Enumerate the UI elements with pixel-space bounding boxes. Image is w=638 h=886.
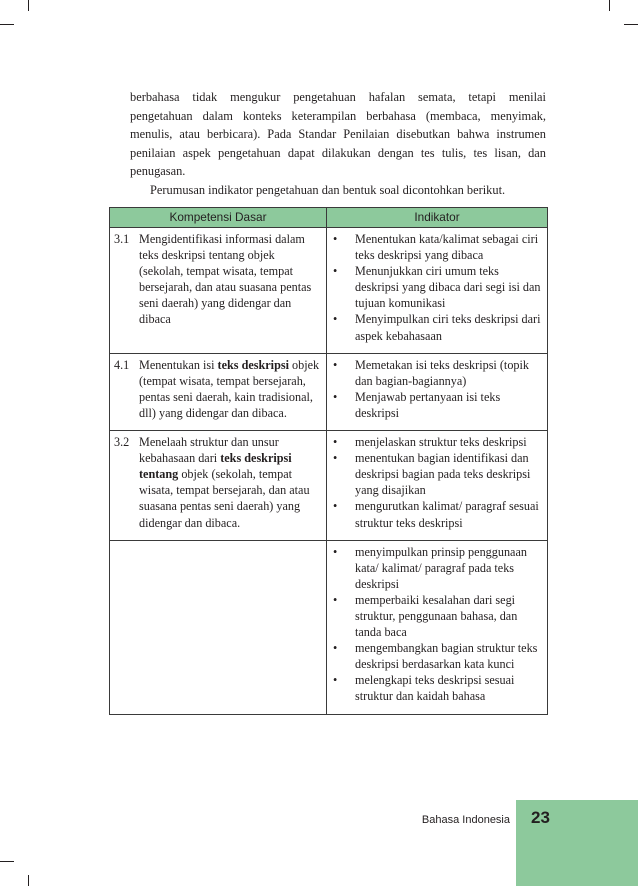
bullet-icon: • [333, 451, 338, 466]
crop-mark [28, 0, 29, 11]
indicator-item [331, 544, 543, 592]
indicator-text: Menentukan kata/kalimat sebagai ciri teks deskripsi yang dibaca [355, 232, 539, 263]
bullet-icon: • [333, 232, 338, 246]
indicator-item [331, 450, 543, 498]
table-row [110, 353, 548, 430]
kd-text-part: Menelaah struktur dan unsur kebahasaan dari [139, 435, 279, 466]
bullet-icon: • [333, 673, 338, 688]
indicator-item [331, 231, 543, 263]
bullet-icon: • [333, 389, 338, 404]
bullet-icon: • [333, 499, 338, 514]
bullet-icon: • [333, 312, 338, 327]
indicator-item [331, 311, 543, 343]
indicator-text: menyimpulkan prinsip penggunaan kata/ kalimat/ paragraf pada teks deskripsi [355, 544, 527, 591]
kd-text-part: objek (sekolah, tempat wisata, tempat bersejarah, dan atau suasana pentas seni daerah) yang didengar dan dibaca. [139, 467, 310, 530]
bullet-icon: • [333, 544, 338, 559]
indicator-text: Memetakan isi teks deskripsi (topik dan bagian-bagiannya) [355, 357, 529, 388]
indicator-text: menjelaskan struktur teks deskripsi [355, 435, 527, 450]
table-header-row [110, 208, 548, 228]
bullet-icon: • [333, 357, 338, 372]
indicator-list [331, 357, 543, 421]
bullet-icon: • [333, 592, 338, 607]
kd-text [139, 357, 322, 421]
indicator-item [331, 389, 543, 421]
bullet-icon: • [333, 641, 338, 656]
kd-cell [110, 353, 327, 430]
paragraph-line: penugasan. [130, 164, 186, 179]
paragraph-line: pengetahuan dalam konteks keterampilan berbahasa (membaca, menyimak, [130, 108, 546, 123]
kd-cell [110, 540, 327, 714]
indicator-list [331, 231, 543, 344]
indicator-item [331, 434, 543, 450]
book-title: Bahasa Indonesia [421, 814, 510, 826]
kd-text [139, 434, 322, 531]
crop-mark [0, 24, 14, 25]
indicator-item [331, 498, 543, 530]
kd-number: 3.2 [114, 435, 130, 450]
indicator-list [331, 544, 543, 705]
table-row [110, 540, 548, 714]
kd-number: 4.1 [114, 357, 130, 372]
kd-text-part: Mengidentifikasi informasi dalam teks deskripsi tentang objek (sekolah, tempat wisata, tempat bersejarah, dan atau suasana pentas seni daerah) yang didengar dan dibaca [139, 232, 312, 327]
kd-text-part: objek (tempat wisata, tempat bersejarah, pentas seni daerah, kain tradisional, dll) yang didengar dan dibaca. [139, 357, 320, 420]
kd-text-part: Menentukan isi [139, 357, 218, 372]
indicator-item [331, 592, 543, 640]
crop-mark [0, 861, 14, 862]
intro-sentence: Perumusan indikator pengetahuan dan bentuk soal dicontohkan berikut. [150, 183, 506, 197]
indicator-cell [327, 228, 548, 354]
paragraph-line: penilaian aspek pengetahuan dapat dilakukan dengan tes tulis, tes lisan, dan [130, 145, 546, 160]
kd-text [139, 231, 322, 328]
indicator-item [331, 640, 543, 672]
kd-text-bold: teks deskripsi tentang [139, 451, 292, 482]
kd-text-bold: teks deskripsi [217, 357, 289, 372]
kd-number: 3.1 [114, 232, 130, 246]
body-paragraph [130, 88, 546, 181]
paragraph-line: berbahasa tidak mengukur pengetahuan hafalan semata, tetapi menilai [130, 90, 546, 104]
table-row [110, 228, 548, 354]
indicator-item [331, 357, 543, 389]
indicator-text: mengurutkan kalimat/ paragraf sesuai struktur teks deskripsi [355, 499, 539, 530]
indicator-text: melengkapi teks deskripsi sesuai struktur dan kaidah bahasa [355, 673, 515, 704]
indicator-text: Menyimpulkan ciri teks deskripsi dari aspek kebahasaan [355, 312, 541, 343]
indicator-text: memperbaiki kesalahan dari segi struktur, penggunaan bahasa, dan tanda baca [355, 592, 518, 640]
indicator-cell [327, 540, 548, 714]
page-number: 23 [531, 808, 550, 827]
indicator-item [331, 263, 543, 311]
indicator-text: mengembangkan bagian struktur teks deskripsi berdasarkan kata kunci [355, 641, 538, 672]
indicator-text: Menunjukkan ciri umum teks deskripsi yang dibaca dari segi isi dan tujuan komunikasi [355, 264, 541, 311]
crop-mark [609, 0, 610, 11]
bullet-icon: • [333, 435, 338, 450]
indicator-list [331, 434, 543, 531]
indicator-cell [327, 431, 548, 541]
kd-cell [110, 228, 327, 354]
indicator-text: menentukan bagian identifikasi dan deskripsi bagian pada teks deskripsi yang disajikan [355, 451, 531, 498]
table-row [110, 431, 548, 541]
indicator-cell [327, 353, 548, 430]
bullet-icon: • [333, 264, 338, 279]
crop-mark [624, 24, 638, 25]
indicator-text: Menjawab pertanyaan isi teks deskripsi [355, 389, 501, 420]
indicator-item [331, 672, 543, 704]
header-kompetensi-dasar: Kompetensi Dasar [110, 208, 327, 228]
paragraph-line: menulis, atau berbicara). Pada Standar Penilaian disebutkan bahwa instrumen [130, 127, 546, 142]
crop-mark [28, 875, 29, 886]
header-indikator: Indikator [327, 208, 548, 228]
kd-cell [110, 431, 327, 541]
kd-indicator-table [109, 207, 548, 715]
